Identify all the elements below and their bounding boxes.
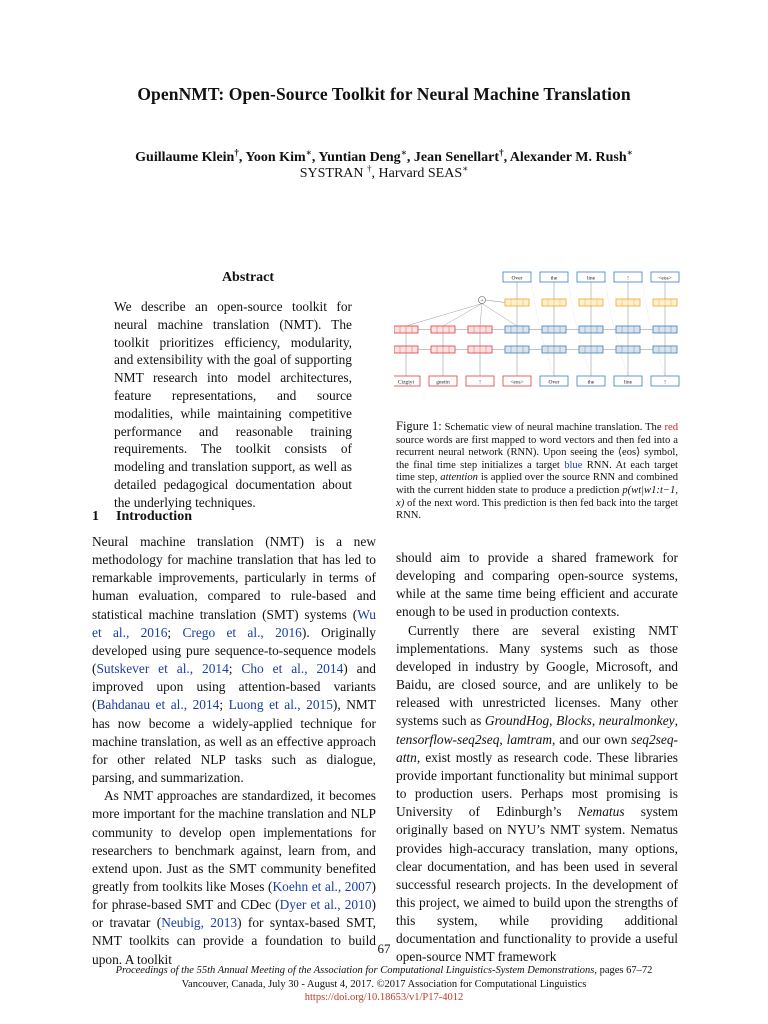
nmt-schematic-figure	[394, 268, 680, 392]
attention-node-symbol: +	[480, 298, 484, 304]
paragraph: As NMT approaches are standardized, it becomes more important for the machine translation and NLP community to develop open implementations for researchers to benchmark against, learn from, and extend upon. Just as the SMT community benefited greatly from toolkits like Moses (Koehn et al., 2007) for phrase-based SMT and CDec (Dyer et al., 2010) or travatar (Neubig, 2013) for syntax-based SMT, NMT toolkits can provide a foundation to build upon. A toolkit	[92, 788, 377, 967]
citation-link[interactable]: Luong et al., 2015	[228, 697, 333, 713]
output-token-label: !	[627, 275, 629, 282]
paper-title: OpenNMT: Open-Source Toolkit for Neural Machine Translation	[137, 84, 631, 104]
context-arrow	[486, 300, 506, 303]
citation-link[interactable]: Cho et al., 2014	[241, 661, 344, 677]
author-2: Yoon Kim∗,	[245, 147, 319, 165]
attention-weight-line	[406, 304, 482, 327]
author-4: Jean Senellart†,	[413, 147, 510, 165]
paragraph: should aim to provide a shared framework for developing and comparing open-source systems, while at the same time being efficient and accurate enough to be used in production contexts.	[396, 550, 678, 620]
venue-line: Vancouver, Canada, July 30 - August 4, 2017. ©2017 Association for Computational Linguistics	[181, 978, 587, 990]
section-heading	[92, 509, 192, 525]
citation-link[interactable]: Crego et al., 2016	[182, 624, 302, 640]
author-5: Alexander M. Rush∗	[509, 147, 633, 165]
abstract-heading: Abstract	[221, 270, 275, 285]
attention-weight-line	[482, 304, 517, 327]
left-column	[92, 533, 376, 969]
citation-link[interactable]: Dyer et al., 2010	[279, 897, 372, 913]
doi-link[interactable]: https://doi.org/10.18653/v1/P17-4012	[304, 992, 464, 1004]
author-1: Guillaume Klein†,	[135, 147, 246, 165]
author-3: Yuntian Deng∗,	[318, 147, 414, 165]
paragraph: Currently there are several existing NMT implementations. Many systems such as those developed in industry by Google, Microsoft, and Baidu, are closed source, and are unlikely to be released with unrestricted licenses. Many other systems such as GroundHog, Blocks, neuralmonkey, tensorflow-seq2seq, lamtram, and our own seq2seq-attn, exist mostly as research code. These libraries provide important functionality but minimal support to production users. Perhaps most promising is University of Edinburgh’s Nematus system originally based on NYU’s NMT system. Nematus provides high-accuracy translation, many options, clear documentation, and has been used in several successful research projects. In the development of this project, we aimed to build upon the strengths of this system, while providing additional documentation and functionality to provide a useful open-source NMT framework	[396, 622, 678, 965]
affiliations: SYSTRAN †, Harvard SEAS∗	[299, 163, 469, 181]
citation-link[interactable]: Sutskever et al., 2014	[96, 661, 229, 677]
attention-weight-line	[480, 304, 482, 327]
input-token-label: line	[623, 379, 633, 386]
output-token-label: <eos>	[658, 275, 672, 282]
proceedings-title: Proceedings of the 55th Annual Meeting of the Association for Computational Linguistics-System Demonstrations	[115, 965, 595, 976]
page-footer: Proceedings of the 55th Annual Meeting of the Association for Computational Linguistics-System Demonstrations, pages 67–72 Vancouver, Canada, July 30 - August 4, 2017. ©2017 Association for Computational Linguistics https://doi.org/10.18653/v1/P17-4012	[0, 964, 768, 1005]
input-token-label: the	[587, 379, 595, 386]
section-number: 1	[92, 509, 99, 524]
abstract-text: We describe an open-source toolkit for neural machine translation (NMT). The toolkit prioritizes efficiency, modularity, and extensibility with the goal of supporting NMT research into model architectures, feature representations, and source modalities, while maintaining competitive performance and reasonable training requirements. The toolkit consists of modeling and translation support, as well as detailed pedagogical documentation about the underlying techniques.	[114, 299, 352, 510]
attention-weight-line	[443, 304, 482, 327]
input-token-label: geetin	[436, 379, 450, 386]
output-token-label: the	[550, 275, 558, 282]
citation-link[interactable]: Koehn et al., 2007	[272, 878, 372, 894]
input-token-label: !	[479, 379, 481, 386]
input-token-label: !	[664, 379, 666, 386]
output-token-label: line	[586, 275, 596, 282]
figure-caption: Figure 1: Schematic view of neural machine translation. The red source words are first mapped to word vectors and then fed into a recurrent neural network (RNN). Upon seeing the ⟨eos⟩ symbol, the final time step initializes a target blue RNN. At each target time step, attention is applied over the source RNN and combined with the current hidden state to produce a prediction p(wt|w1:t−1, x) of the next word. This prediction is then fed back into the target RNN.	[396, 419, 678, 522]
input-token-label: Over	[548, 379, 560, 386]
citation-link[interactable]: Wu et al., 2016	[92, 606, 376, 640]
citation-link[interactable]: Neubig, 2013	[161, 915, 238, 931]
right-column	[396, 549, 678, 967]
input-token-label: Cizgiyi	[397, 379, 415, 386]
input-token-label: <eos>	[510, 379, 524, 386]
paragraph: Neural machine translation (NMT) is a new methodology for machine translation that has led to remarkable improvements, particularly in terms of human evaluation, compared to rule-based and statistical machine translation (SMT) systems (Wu et al., 2016; Crego et al., 2016). Originally developed using pure sequence-to-sequence models (Sutskever et al., 2014; Cho et al., 2014) and improved upon using attention-based variants (Bahdanau et al., 2014; Luong et al., 2015), NMT has now become a widely-applied technique for machine translation, as well as an effective approach for other related NLP tasks such as dialogue, parsing, and summarization.	[92, 534, 377, 786]
page-number: 67	[377, 941, 391, 956]
citation-link[interactable]: Bahdanau et al., 2014	[96, 697, 220, 713]
section-title: Introduction	[116, 509, 192, 524]
output-token-label: Over	[511, 275, 523, 282]
